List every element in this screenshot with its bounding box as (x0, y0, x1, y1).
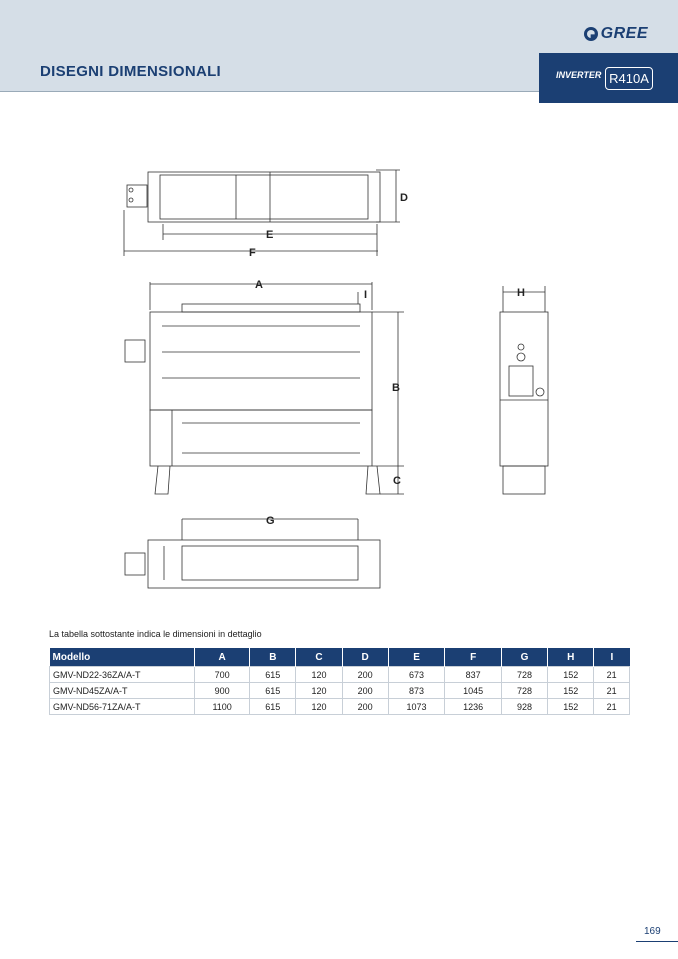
svg-text:A: A (255, 279, 263, 291)
table-caption: La tabella sottostante indica le dimensioni in dettaglio (49, 629, 262, 639)
cell-model: GMV-ND56-71ZA/A-T (50, 699, 195, 715)
brand-name: GREE (600, 25, 648, 42)
cell: 200 (342, 699, 388, 715)
col-modello: Modello (50, 648, 195, 667)
cell: 1236 (445, 699, 502, 715)
refrigerant-badge: R410A (605, 67, 653, 90)
col-g: G (501, 648, 547, 667)
cell: 200 (342, 667, 388, 683)
dimensional-drawing (0, 150, 678, 600)
front-view (125, 282, 404, 494)
cell: 21 (594, 667, 630, 683)
page-number: 169 (644, 926, 661, 937)
col-d: D (342, 648, 388, 667)
cell: 120 (296, 683, 342, 699)
dimensions-table (49, 648, 630, 715)
svg-text:D: D (400, 192, 408, 204)
top-view (124, 170, 400, 256)
gree-logo-icon (584, 27, 598, 41)
svg-text:B: B (392, 382, 400, 394)
cell: 728 (501, 683, 547, 699)
page-title: DISEGNI DIMENSIONALI (40, 63, 222, 80)
side-view (500, 286, 548, 494)
cell: 1045 (445, 683, 502, 699)
svg-text:E: E (266, 229, 274, 241)
cell: 700 (195, 667, 250, 683)
svg-text:F: F (249, 247, 256, 259)
table-row (50, 683, 630, 699)
header-divider (0, 91, 540, 92)
cell: 152 (548, 699, 594, 715)
page-number-underline (636, 941, 678, 942)
table-header-row (50, 648, 630, 667)
col-e: E (388, 648, 445, 667)
col-f: F (445, 648, 502, 667)
bottom-view (125, 519, 380, 588)
cell: 873 (388, 683, 445, 699)
col-h: H (548, 648, 594, 667)
cell-model: GMV-ND45ZA/A-T (50, 683, 195, 699)
svg-text:I: I (364, 289, 368, 301)
cell: 837 (445, 667, 502, 683)
cell: 1073 (388, 699, 445, 715)
inverter-badge: INVERTER (556, 70, 602, 80)
col-i: I (594, 648, 630, 667)
col-c: C (296, 648, 342, 667)
cell: 152 (548, 683, 594, 699)
table-row (50, 667, 630, 683)
cell: 615 (250, 683, 296, 699)
cell: 152 (548, 667, 594, 683)
cell: 900 (195, 683, 250, 699)
cell: 200 (342, 683, 388, 699)
svg-text:C: C (393, 475, 401, 487)
table-row (50, 699, 630, 715)
cell: 120 (296, 699, 342, 715)
cell: 21 (594, 683, 630, 699)
col-a: A (195, 648, 250, 667)
cell: 673 (388, 667, 445, 683)
brand-logo (584, 25, 648, 43)
cell: 21 (594, 699, 630, 715)
cell-model: GMV-ND22-36ZA/A-T (50, 667, 195, 683)
svg-text:G: G (266, 515, 275, 527)
cell: 120 (296, 667, 342, 683)
svg-text:H: H (517, 287, 525, 299)
cell: 615 (250, 667, 296, 683)
cell: 615 (250, 699, 296, 715)
cell: 728 (501, 667, 547, 683)
cell: 928 (501, 699, 547, 715)
cell: 1100 (195, 699, 250, 715)
col-b: B (250, 648, 296, 667)
